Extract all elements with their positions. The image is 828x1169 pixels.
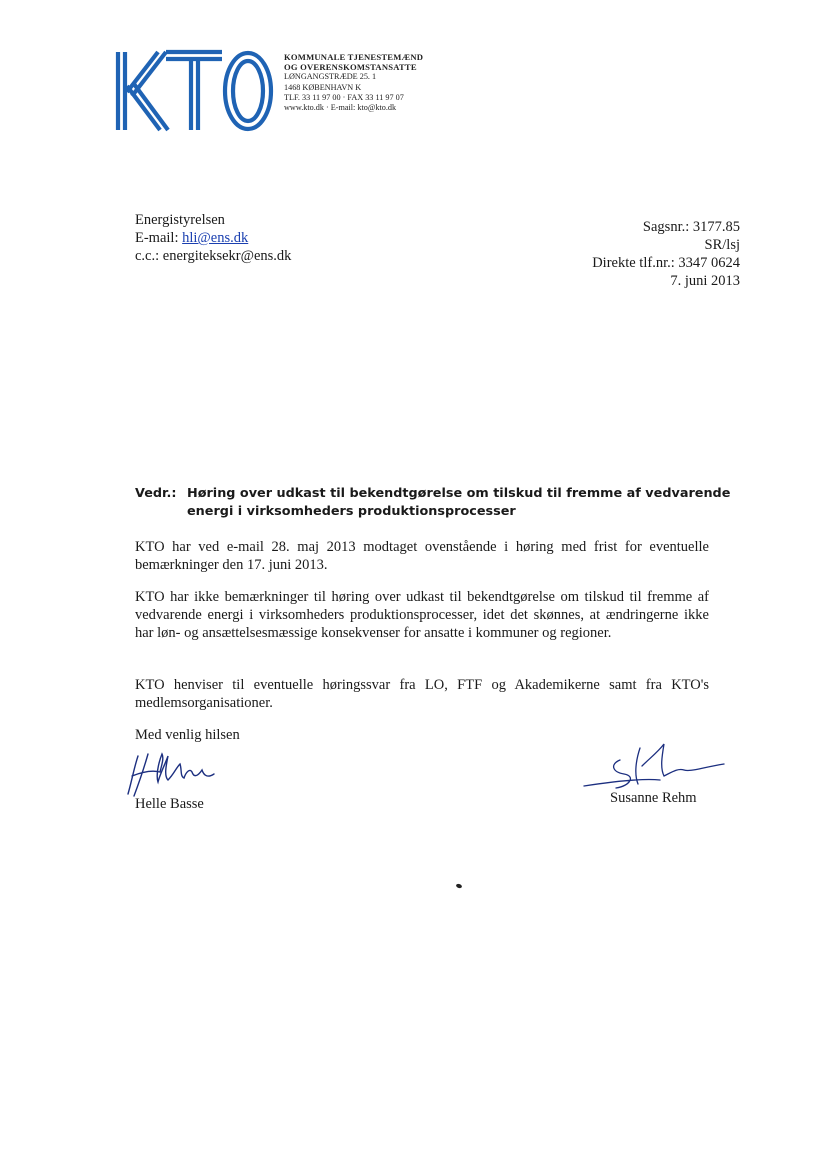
signer-name-1: Helle Basse [135,796,204,812]
subject-block [135,485,735,521]
letter-date: 7. juni 2013 [670,273,740,289]
recipient-block [135,211,291,265]
reference-block [592,218,740,290]
signer-name-2: Susanne Rehm [610,790,697,806]
subject-text-line2: energi i virksomheders produktionsprocesser [187,504,516,519]
kto-logo [114,48,276,132]
recipient-email-line [135,229,291,247]
signature-helle-basse [124,750,224,798]
scan-speck [455,883,462,889]
body-paragraph-1: KTO har ved e-mail 28. maj 2013 modtaget ovenstående i høring med frist for eventuelle bemærkninger den 17. juni 2013. [135,539,709,573]
signature-susanne-rehm [580,738,726,796]
subject-label: Vedr.: [135,486,177,501]
org-web-email: www.kto.dk · E-mail: kto@kto.dk [284,103,397,113]
recipient-email-link[interactable]: hli@ens.dk [182,230,249,246]
organization-info [284,52,423,113]
recipient-email-label: E-mail: [135,230,183,246]
org-address-city: 1468 KØBENHAVN K [284,82,362,92]
closing-greeting: Med venlig hilsen [135,727,240,743]
org-address-street: LØNGANGSTRÆDE 25. 1 [284,72,377,82]
case-number: Sagsnr.: 3177.85 [642,219,740,235]
body-paragraph-3: KTO henviser til eventuelle høringssvar fra LO, FTF og Akademikerne samt fra KTO's medlemsorganisationer. [135,677,709,711]
initials: SR/lsj [704,237,740,253]
org-name-line2: OG OVERENSKOMSTANSATTE [284,62,417,73]
org-phone-fax: TLF. 33 11 97 00 · FAX 33 11 97 07 [284,92,404,102]
body-paragraph-2: KTO har ikke bemærkninger til høring over udkast til bekendtgørelse om tilskud til fremme af vedvarende energi i virksomheders produktionsprocesser, idet det skønnes, at ændringerne ikke har løn- og ansættelsesmæssige konsekvenser for ansatte i kommuner og regioner. [135,589,709,641]
recipient-name: Energistyrelsen [135,212,225,228]
subject-line1 [135,485,735,503]
subject-text-line1: Høring over udkast til bekendtgørelse om tilskud til fremme af vedvarende [187,486,731,501]
direct-phone: Direkte tlf.nr.: 3347 0624 [592,255,740,271]
recipient-cc: c.c.: energiteksekr@ens.dk [135,248,292,264]
org-name-line1: KOMMUNALE TJENESTEMÆND [284,52,424,62]
